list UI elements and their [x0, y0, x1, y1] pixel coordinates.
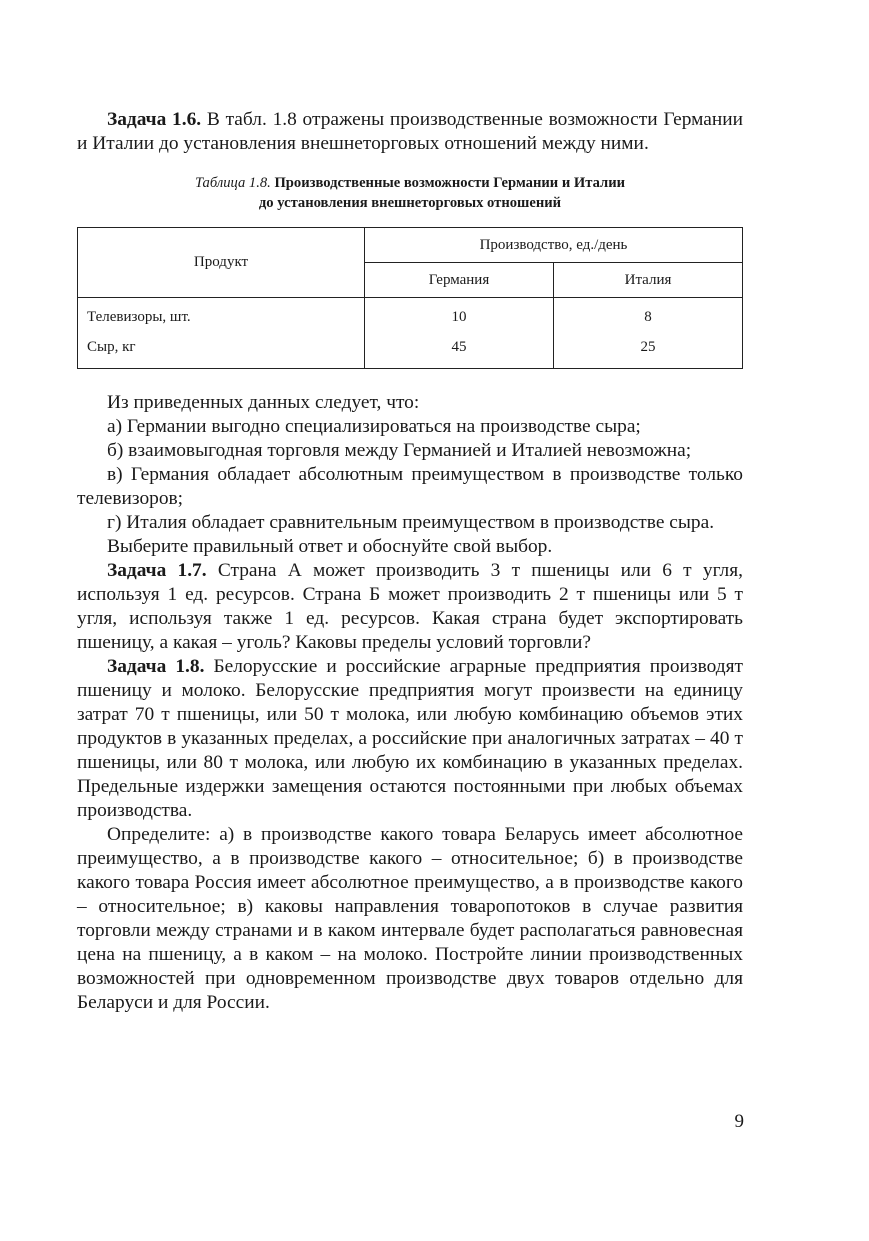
header-germany: Германия	[365, 263, 554, 298]
option-d: г) Италия обладает сравнительным преимуществом в производстве сыра.	[107, 512, 715, 533]
row-germany-value: 45	[365, 332, 554, 369]
task-1-8-text: Белорусские и российские аграрные предприятия производят пшеницу и молоко. Белорусские предприятия могут произвести на единицу затрат 70 т пшеницы, или 50 т молока, или любую комбинацию объемов этих продуктов в указанных пределах, а российские при аналогичных затратах – 40 т пшеницы, или 80 т молока, или любую их комбинацию в указанных пределах. Предельные издержки замещения остаются постоянными при любых объемах производства.	[77, 656, 743, 821]
production-table	[77, 227, 743, 369]
row-product: Сыр, кг	[78, 332, 365, 369]
option-b: б) взаимовыгодная торговля между Германией и Италией невозможна;	[107, 440, 692, 461]
table-row	[78, 332, 743, 369]
task-1-8-question: Определите: а) в производстве какого товара Беларусь имеет абсолютное преимущество, а в производстве какого – относительное; б) в производстве какого товара Россия имеет абсолютное преимущество, а в производстве какого – относительное; в) каковы направления товаропотоков в случае развития торговли между странами и в каком интервале будет располагаться равновесная цена на пшеницу, а в каком – на молоко. Постройте линии производственных возможностей при одновременном производстве двух товаров отдельно для Беларуси и для России.	[77, 824, 743, 1013]
task-1-8-paragraph	[77, 655, 743, 823]
table-row	[78, 298, 743, 333]
header-product: Продукт	[78, 228, 365, 298]
options-intro: Из приведенных данных следует, что:	[107, 392, 420, 413]
row-germany-value: 10	[365, 298, 554, 333]
task-1-7-text: Страна А может производить 3 т пшеницы или 6 т угля, используя 1 ед. ресурсов. Страна Б может производить 2 т пшеницы или 5 т угля, используя также 1 ед. ресурсов. Какая страна будет экспортировать пшеницу, а какая – уголь? Каковы пределы условий торговли?	[77, 560, 743, 653]
option-a: а) Германии выгодно специализироваться на производстве сыра;	[107, 416, 641, 437]
task-1-7-label: Задача 1.7.	[107, 560, 207, 581]
task-1-6-text: В табл. 1.8 отражены производственные возможности Германии и Италии до установления внешнеторговых отношений между ними.	[77, 109, 743, 154]
table-caption-title-line2: до установления внешнеторговых отношений	[258, 195, 562, 211]
task-1-7-paragraph	[77, 559, 743, 655]
task-1-6-label: Задача 1.6.	[107, 109, 202, 130]
task-1-6-paragraph	[77, 108, 743, 156]
table-caption-prefix: Таблица 1.8.	[194, 175, 271, 191]
page-number: 9	[734, 1111, 744, 1132]
table-caption-title-line1: Производственные возможности Германии и Италии	[270, 175, 626, 191]
option-c: в) Германия обладает абсолютным преимуществом в производстве только телевизоров;	[77, 464, 743, 509]
options-block	[77, 391, 743, 559]
page-body	[77, 108, 743, 1015]
header-italy: Италия	[554, 263, 743, 298]
table-caption	[77, 173, 743, 213]
options-instruction: Выберите правильный ответ и обоснуйте свой выбор.	[107, 536, 553, 557]
row-product: Телевизоры, шт.	[78, 298, 365, 333]
header-production: Производство, ед./день	[365, 228, 743, 263]
task-1-8-label: Задача 1.8.	[107, 656, 205, 677]
row-italy-value: 8	[554, 298, 743, 333]
row-italy-value: 25	[554, 332, 743, 369]
